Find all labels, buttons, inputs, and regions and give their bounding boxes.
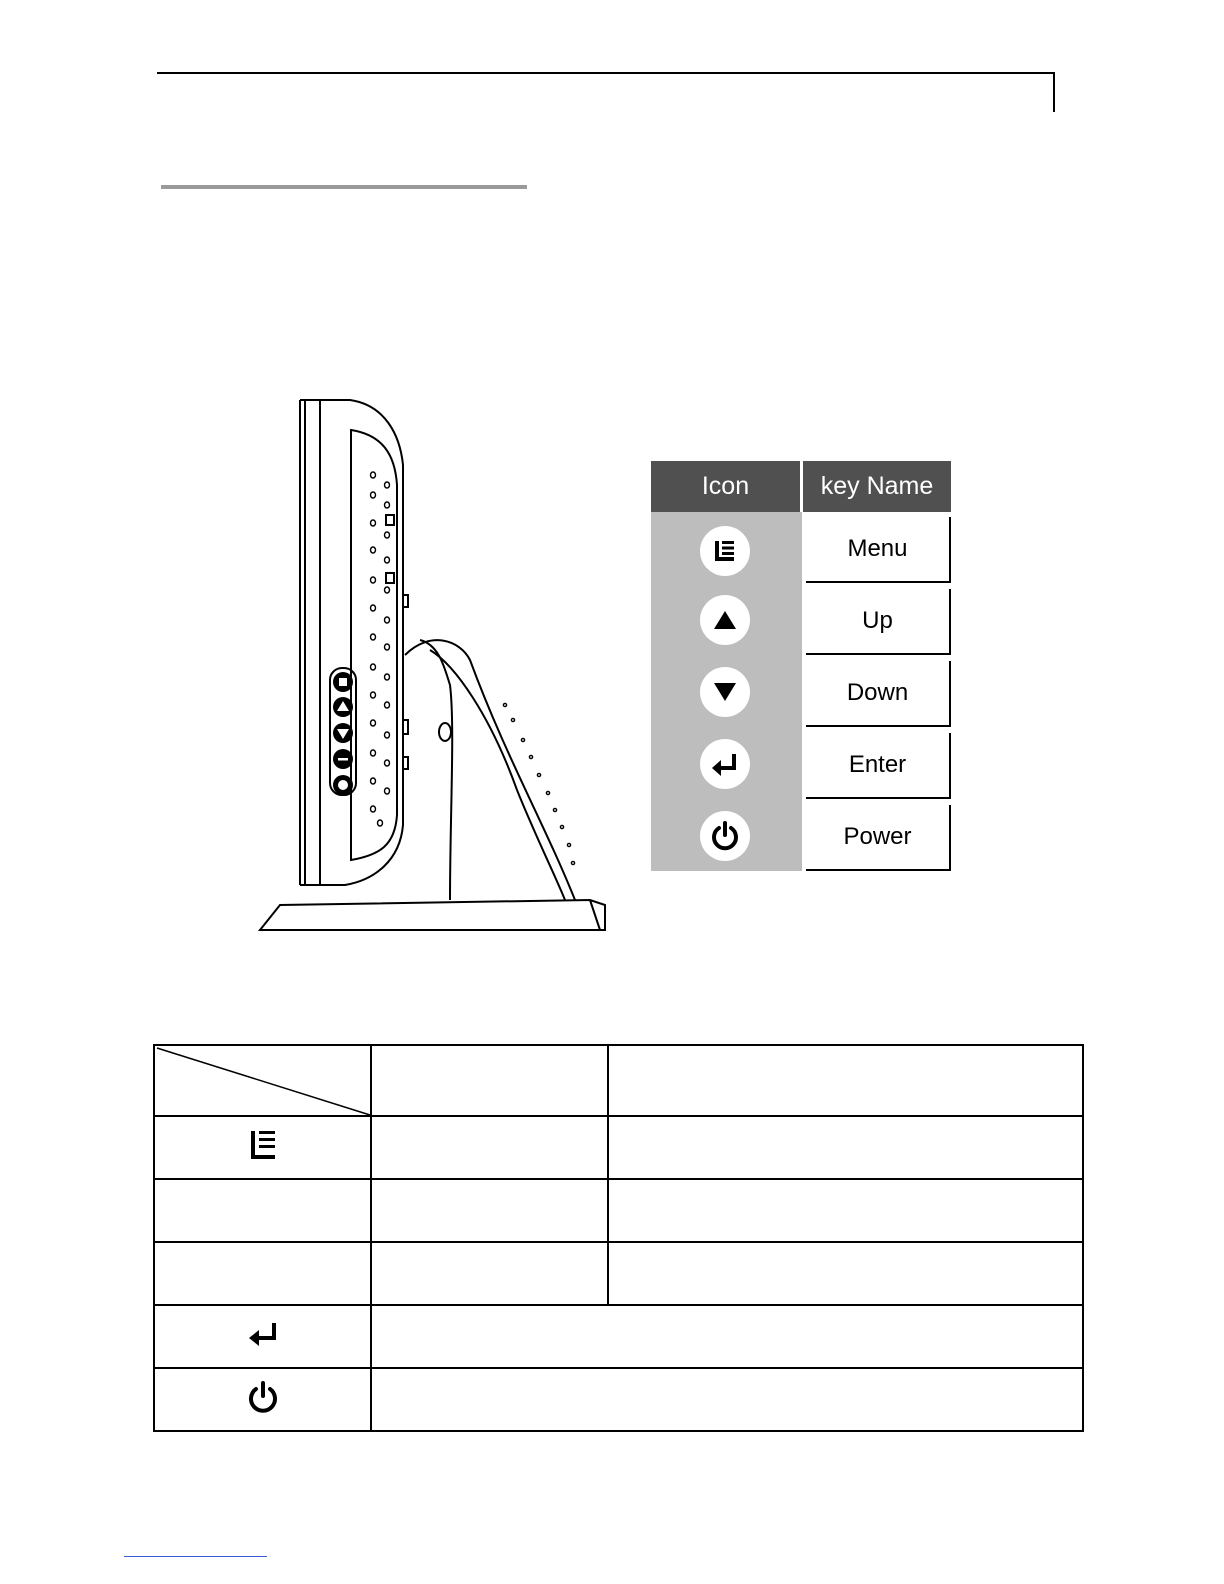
key-legend — [651, 461, 953, 873]
table-header-cell — [371, 1045, 608, 1116]
table-row-enter — [154, 1305, 1083, 1368]
down-arrow-icon — [700, 667, 750, 717]
legend-key-down: Down — [806, 661, 951, 727]
table-cell — [371, 1242, 608, 1305]
header-corner-tick — [1053, 72, 1055, 112]
table-header-cell — [608, 1045, 1083, 1116]
enter-icon — [700, 739, 750, 789]
table-cell-icon — [154, 1179, 371, 1242]
table-row-menu — [154, 1116, 1083, 1179]
section-title-underline — [161, 185, 527, 189]
table-row — [154, 1179, 1083, 1242]
legend-key-menu: Menu — [806, 517, 951, 583]
legend-key-up: Up — [806, 589, 951, 655]
table-cell-icon — [154, 1305, 371, 1368]
enter-icon — [247, 1333, 279, 1350]
table-cell — [371, 1179, 608, 1242]
table-cell-merged — [371, 1368, 1083, 1431]
legend-key-enter: Enter — [806, 733, 951, 799]
table-cell-icon — [154, 1242, 371, 1305]
power-icon — [700, 811, 750, 861]
legend-header-icon: Icon — [651, 461, 800, 512]
menu-icon — [250, 1147, 276, 1164]
legend-key-power: Power — [806, 805, 951, 871]
table-header-row — [154, 1045, 1083, 1116]
footer-link-underline[interactable] — [124, 1556, 267, 1557]
table-cell-icon — [154, 1368, 371, 1431]
diagonal-line — [155, 1046, 372, 1117]
menu-icon — [700, 526, 750, 576]
monitor-side-view-illustration — [255, 395, 615, 935]
up-arrow-icon — [700, 595, 750, 645]
table-row — [154, 1242, 1083, 1305]
table-cell-merged — [371, 1305, 1083, 1368]
table-cell — [371, 1116, 608, 1179]
diagonal-header-cell — [154, 1045, 371, 1116]
key-function-table — [153, 1044, 1084, 1432]
table-row-power — [154, 1368, 1083, 1431]
legend-header-key-name: key Name — [803, 461, 951, 512]
power-icon — [246, 1401, 280, 1418]
table-cell — [608, 1116, 1083, 1179]
table-cell — [608, 1179, 1083, 1242]
table-cell-icon — [154, 1116, 371, 1179]
header-rule — [157, 72, 1055, 74]
table-cell — [608, 1242, 1083, 1305]
